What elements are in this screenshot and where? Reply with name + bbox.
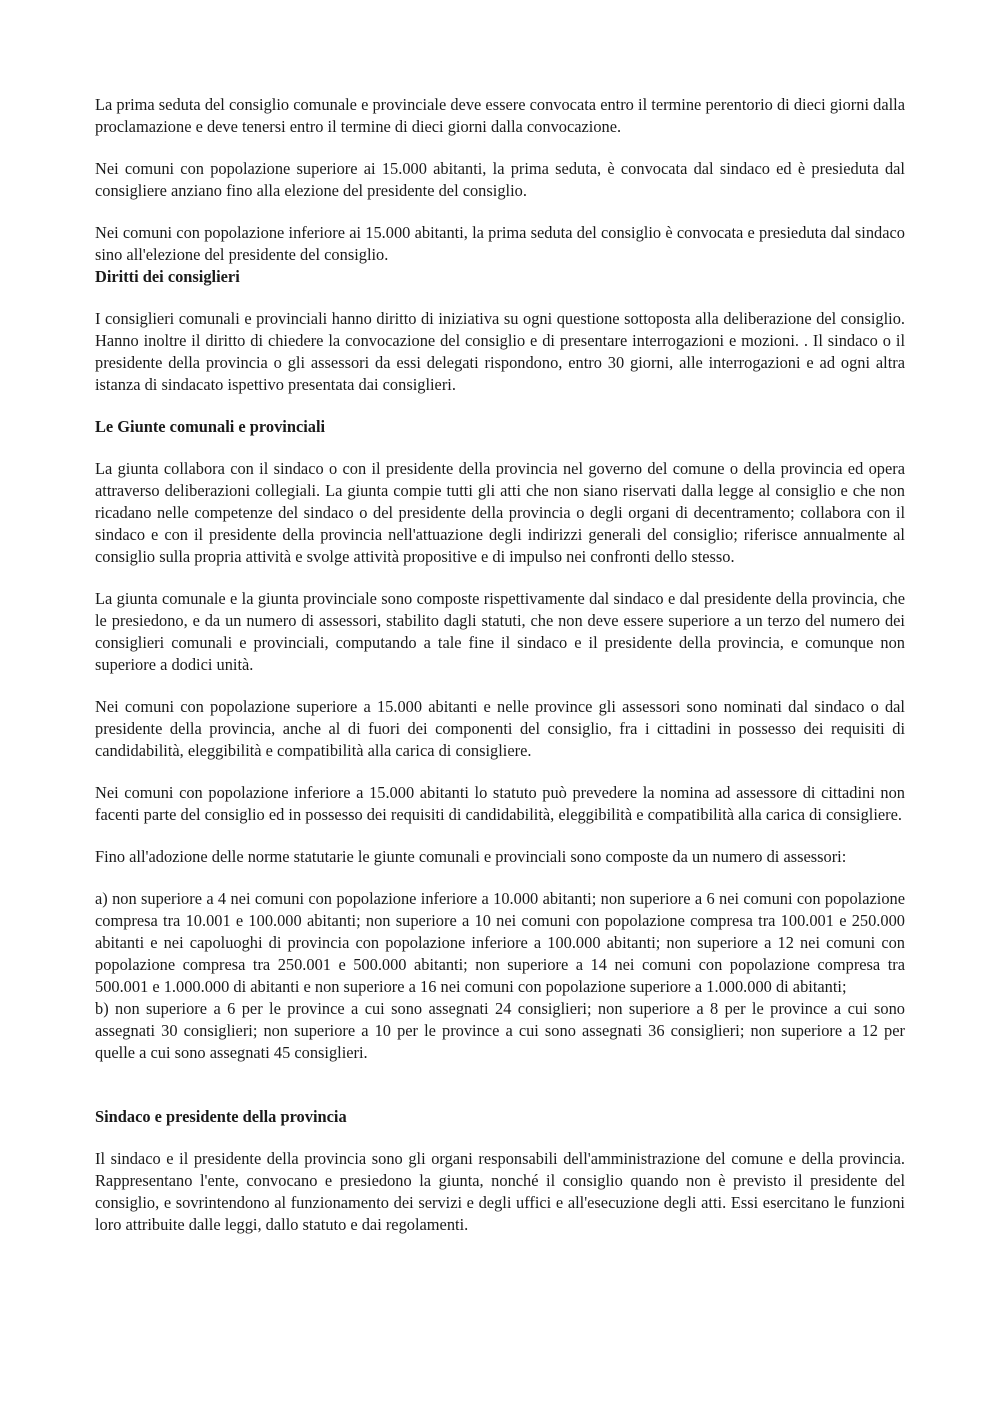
paragraph-assessori-nominati: Nei comuni con popolazione superiore a 15.000 abitanti e nelle province gli assessori sono nominati dal sindaco o dal presidente della provincia, anche al di fuori dei componenti del consiglio, fra i cittadini in possesso dei requisiti di candidabilità, eleggibilità e compatibilità alla carica di consigliere. xyxy=(95,697,905,760)
paragraph-norme-statutarie: Fino all'adozione delle norme statutarie le giunte comunali e provinciali sono composte da un numero di assessori: xyxy=(95,847,847,866)
paragraph-giunta-composta: La giunta comunale e la giunta provinciale sono composte rispettivamente dal sindaco e dal presidente della provincia, che le presiedono, e da un numero di assessori, stabilito dagli statuti, che non deve essere superiore a un terzo del numero dei consiglieri comunali e provinciali, computando a tale fine il sindaco e il presidente della provincia, e comunque non superiore a dodici unità. xyxy=(95,589,905,674)
heading-diritti-consiglieri: Diritti dei consiglieri xyxy=(95,267,240,286)
paragraph-limiti-comuni: a) non superiore a 4 nei comuni con popolazione inferiore a 10.000 abitanti; non superiore a 6 nei comuni con popolazione compresa tra 10.001 e 100.000 abitanti; non superiore a 10 nei comuni con popolazione compresa tra 100.001 e 250.000 abitanti e nei capoluoghi di provincia con popolazione inferiore a 100.000 abitanti; non superiore a 12 nei comuni con popolazione compresa tra 250.001 e 500.000 abitanti; non superiore a 14 nei comuni con popolazione compresa tra 500.001 e 1.000.000 di abitanti e non superiore a 16 nei comuni con popolazione superiore a 1.000.000 di abitanti; xyxy=(95,889,905,996)
heading-sindaco-presidente: Sindaco e presidente della provincia xyxy=(95,1107,347,1126)
paragraph-giunta-collabora: La giunta collabora con il sindaco o con il presidente della provincia nel governo del comune o della provincia ed opera attraverso deliberazioni collegiali. La giunta compie tutti gli atti che non siano riservati dalla legge al consiglio e che non ricadano nelle competenze del sindaco o del presidente della provincia o degli organi di decentramento; collabora con il sindaco e con il presidente della provincia nell'attuazione degli indirizzi generali del consiglio; riferisce annualmente al consiglio sulla propria attività e svolge attività propositive e di impulso nei confronti dello stesso. xyxy=(95,459,905,566)
paragraph-statuto-nomina: Nei comuni con popolazione inferiore a 15.000 abitanti lo statuto può prevedere la nomina ad assessore di cittadini non facenti parte del consiglio ed in possesso dei requisiti di candidabilità, eleggibilità e compatibilità alla carica di consigliere. xyxy=(95,783,905,824)
paragraph-limiti-province: b) non superiore a 6 per le province a cui sono assegnati 24 consiglieri; non superiore a 8 per le province a cui sono assegnati 30 consiglieri; non superiore a 10 per le province a cui sono assegnati 36 consiglieri; non superiore a 12 per quelle a cui sono assegnati 45 consiglieri. xyxy=(95,999,905,1062)
document-page xyxy=(95,94,905,1236)
paragraph-comuni-superiori: Nei comuni con popolazione superiore ai 15.000 abitanti, la prima seduta, è convocata dal sindaco ed è presieduta dal consigliere anziano fino alla elezione del presidente del consiglio. xyxy=(95,159,905,200)
heading-giunte: Le Giunte comunali e provinciali xyxy=(95,417,326,436)
paragraph-comuni-inferiori: Nei comuni con popolazione inferiore ai 15.000 abitanti, la prima seduta del consiglio è convocata e presieduta dal sindaco sino all'elezione del presidente del consiglio. xyxy=(95,223,905,264)
paragraph-diritti: I consiglieri comunali e provinciali hanno diritto di iniziativa su ogni questione sottoposta alla deliberazione del consiglio. Hanno inoltre il diritto di chiedere la convocazione del consiglio e di presentare interrogazioni e mozioni. . Il sindaco o il presidente della provincia o gli assessori da essi delegati rispondono, entro 30 giorni, alle interrogazioni e ad ogni altra istanza di sindacato ispettivo presentata dai consiglieri. xyxy=(95,309,905,394)
paragraph-prima-seduta: La prima seduta del consiglio comunale e provinciale deve essere convocata entro il termine perentorio di dieci giorni dalla proclamazione e deve tenersi entro il termine di dieci giorni dalla convocazione. xyxy=(95,95,905,136)
paragraph-sindaco-organi: Il sindaco e il presidente della provincia sono gli organi responsabili dell'amministrazione del comune e della provincia. Rappresentano l'ente, convocano e presiedono la giunta, nonché il consiglio quando non è previsto il presidente del consiglio, e sovrintendono al funzionamento dei servizi e degli uffici e all'esecuzione degli atti. Essi esercitano le funzioni loro attribuite dalle leggi, dallo statuto e dai regolamenti. xyxy=(95,1149,905,1234)
